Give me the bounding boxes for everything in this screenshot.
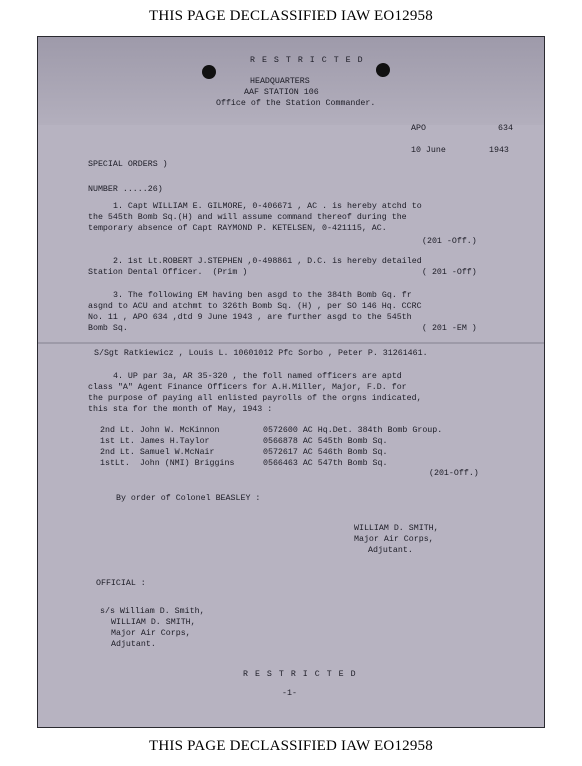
orders-number: NUMBER .....26) (88, 185, 163, 194)
para3-line4: Bomb Sq. (88, 324, 128, 333)
para2-ref: ( 201 -Off) (422, 268, 477, 277)
official-sig-title: Adjutant. (111, 640, 156, 649)
punch-hole-left (202, 65, 216, 79)
signer-title: Adjutant. (368, 546, 413, 555)
official-label: OFFICIAL : (96, 579, 146, 588)
para4-line1: 4. UP par 3a, AR 35-320 , the foll named officers are aptd (113, 372, 402, 381)
apo-number: 634 (498, 124, 513, 133)
date-year: 1943 (489, 146, 509, 155)
signer-rank: Major Air Corps, (354, 535, 434, 544)
para3-line3: No. 11 , APO 634 ,dtd 9 June 1943 , are further asgd to the 545th (88, 313, 412, 322)
para3-line2: asgnd to ACU and atchmt to 326th Bomb Sq. (H) , per SO 146 Hq. CCRC (88, 302, 422, 311)
hq-line: HEADQUARTERS (250, 77, 310, 86)
para3-ref: ( 201 -EM ) (422, 324, 477, 333)
para4-ref: (201-Off.) (429, 469, 479, 478)
restricted-header: R E S T R I C T E D (250, 56, 364, 65)
officer-name: 2nd Lt. Samuel W.McNair (100, 448, 215, 457)
official-sig-name: WILLIAM D. SMITH, (111, 618, 196, 627)
official-sig-rank: Major Air Corps, (111, 629, 191, 638)
para3-names: S/Sgt Ratkiewicz , Louis L. 10601012 Pfc Sorbo , Peter P. 31261461. (94, 349, 428, 358)
officer-name: 1st Lt. James H.Taylor (100, 437, 210, 446)
by-order-line: By order of Colonel BEASLEY : (116, 494, 261, 503)
para3-line1: 3. The following EM having ben asgd to the 384th Bomb Gq. fr (113, 291, 412, 300)
officer-unit: 0566878 AC 545th Bomb Sq. (263, 437, 388, 446)
para1-ref: (201 -Off.) (422, 237, 477, 246)
official-sig-line: s/s William D. Smith, (100, 607, 205, 616)
restricted-footer: R E S T R I C T E D (243, 670, 357, 679)
para4-line2: class "A" Agent Finance Officers for A.H.Miller, Major, F.D. for (88, 383, 407, 392)
station-line: AAF STATION 106 (244, 88, 319, 97)
date-day-month: 10 June (411, 146, 446, 155)
para2-line1: 2. 1st Lt.ROBERT J.STEPHEN ,0-498861 , D.C. is hereby detailed (113, 257, 422, 266)
para1-line2: the 545th Bomb Sq.(H) and will assume command thereof during the (88, 213, 407, 222)
officer-name: 2nd Lt. John W. McKinnon (100, 426, 220, 435)
fold-line (38, 342, 544, 344)
officer-unit: 0572617 AC 546th Bomb Sq. (263, 448, 388, 457)
special-orders-title: SPECIAL ORDERS ) (88, 160, 168, 169)
officer-name: 1stLt. John (NMI) Briggins (100, 459, 235, 468)
officer-unit: 0566463 AC 547th Bomb Sq. (263, 459, 388, 468)
para1-line3: temporary absence of Capt RAYMOND P. KETELSEN, 0-421115, AC. (88, 224, 387, 233)
punch-hole-right (376, 63, 390, 77)
apo-label: APO (411, 124, 426, 133)
signer-name: WILLIAM D. SMITH, (354, 524, 439, 533)
officer-unit: 0572600 AC Hq.Det. 384th Bomb Group. (263, 426, 443, 435)
para2-line2: Station Dental Officer. (Prim ) (88, 268, 248, 277)
document-page (37, 36, 545, 728)
para1-line1: 1. Capt WILLIAM E. GILMORE, 0-406671 , AC . is hereby atchd to (113, 202, 422, 211)
para4-line3: the purpose of paying all enlisted payrolls of the orgns indicated, (88, 394, 422, 403)
declassified-banner-bottom: THIS PAGE DECLASSIFIED IAW EO12958 (149, 738, 433, 754)
para4-line4: this sta for the month of May, 1943 : (88, 405, 273, 414)
page-number: -1- (282, 689, 297, 698)
office-line: Office of the Station Commander. (216, 99, 376, 108)
declassified-banner-top: THIS PAGE DECLASSIFIED IAW EO12958 (149, 8, 433, 24)
